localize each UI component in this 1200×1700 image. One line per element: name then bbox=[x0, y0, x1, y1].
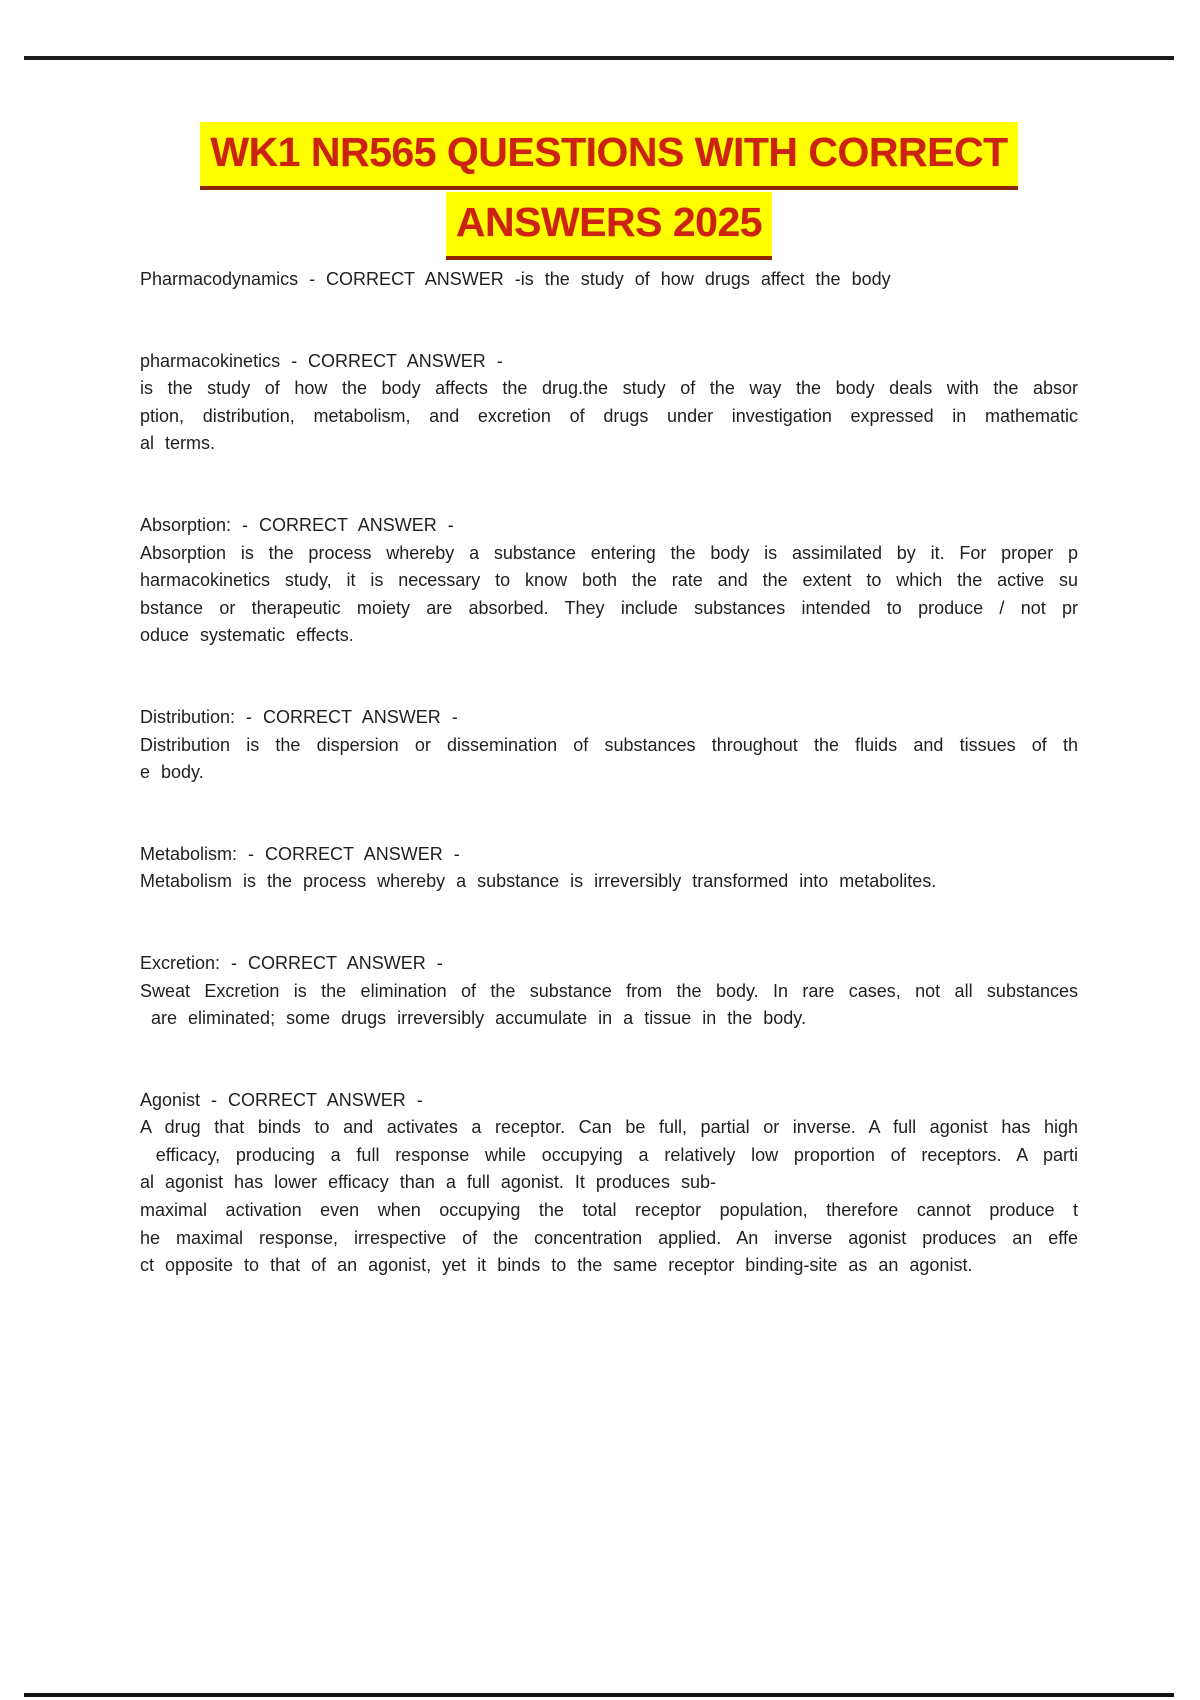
page-title bbox=[140, 122, 1078, 260]
qa-line: A drug that binds to and activates a receptor. Can be full, partial or inverse. A full agonist has high bbox=[140, 1117, 1078, 1138]
qa-line: Metabolism is the process whereby a substance is irreversibly transformed into metabolites. bbox=[140, 871, 937, 892]
qa-item-excretion bbox=[140, 950, 1078, 1033]
bottom-rule bbox=[24, 1693, 1174, 1697]
qa-line: he maximal response, irrespective of the concentration applied. An inverse agonist produces an effe bbox=[140, 1227, 1078, 1248]
qa-line: Sweat Excretion is the elimination of the substance from the body. In rare cases, not all substances bbox=[140, 980, 1078, 1001]
qa-line: oduce systematic effects. bbox=[140, 625, 354, 646]
qa-line: efficacy, producing a full response while occupying a relatively low proportion of receptors. A parti bbox=[140, 1144, 1078, 1165]
qa-line: harmacokinetics study, it is necessary to know both the rate and the extent to which the active su bbox=[140, 570, 1078, 591]
qa-line: Metabolism: - CORRECT ANSWER - bbox=[140, 843, 460, 864]
qa-line: e body. bbox=[140, 762, 204, 783]
qa-line: Pharmacodynamics - CORRECT ANSWER -is the study of how drugs affect the body bbox=[140, 269, 891, 289]
qa-line: pharmacokinetics - CORRECT ANSWER - bbox=[140, 350, 503, 371]
document-content bbox=[140, 122, 1078, 1334]
qa-line: Absorption: - CORRECT ANSWER - bbox=[140, 514, 454, 535]
top-rule bbox=[24, 56, 1174, 60]
qa-item-pharmacodynamics bbox=[140, 266, 1078, 294]
qa-line: Agonist - CORRECT ANSWER - bbox=[140, 1089, 423, 1110]
qa-line: bstance or therapeutic moiety are absorbed. They include substances intended to produce / not pr bbox=[140, 597, 1078, 618]
title-highlight: ANSWERS 2025 bbox=[446, 192, 772, 260]
qa-line: is the study of how the body affects the drug.the study of the way the body deals with the absor bbox=[140, 378, 1078, 399]
qa-list bbox=[140, 266, 1078, 1280]
qa-line: Excretion: - CORRECT ANSWER - bbox=[140, 952, 443, 973]
qa-line: al terms. bbox=[140, 433, 216, 454]
qa-item-agonist bbox=[140, 1087, 1078, 1280]
qa-line: ct opposite to that of an agonist, yet it binds to the same receptor binding-site as an agonist. bbox=[140, 1255, 973, 1276]
qa-line: al agonist has lower efficacy than a full agonist. It produces sub- bbox=[140, 1172, 716, 1193]
qa-item-distribution bbox=[140, 704, 1078, 787]
qa-line: Distribution is the dispersion or dissemination of substances throughout the fluids and tissues of th bbox=[140, 734, 1078, 755]
qa-line: Distribution: - CORRECT ANSWER - bbox=[140, 706, 458, 727]
qa-line: Absorption is the process whereby a substance entering the body is assimilated by it. For proper p bbox=[140, 542, 1078, 563]
qa-item-metabolism bbox=[140, 841, 1078, 896]
qa-line: ption, distribution, metabolism, and excretion of drugs under investigation expressed in mathematic bbox=[140, 405, 1078, 426]
qa-line: maximal activation even when occupying the total receptor population, therefore cannot produce t bbox=[140, 1200, 1078, 1221]
page-title-line-2 bbox=[140, 192, 1078, 260]
page-title-line-1 bbox=[140, 122, 1078, 190]
qa-item-pharmacokinetics bbox=[140, 348, 1078, 458]
title-highlight: WK1 NR565 QUESTIONS WITH CORRECT bbox=[200, 122, 1017, 190]
qa-item-absorption bbox=[140, 512, 1078, 650]
qa-line: are eliminated; some drugs irreversibly accumulate in a tissue in the body. bbox=[140, 1008, 806, 1029]
